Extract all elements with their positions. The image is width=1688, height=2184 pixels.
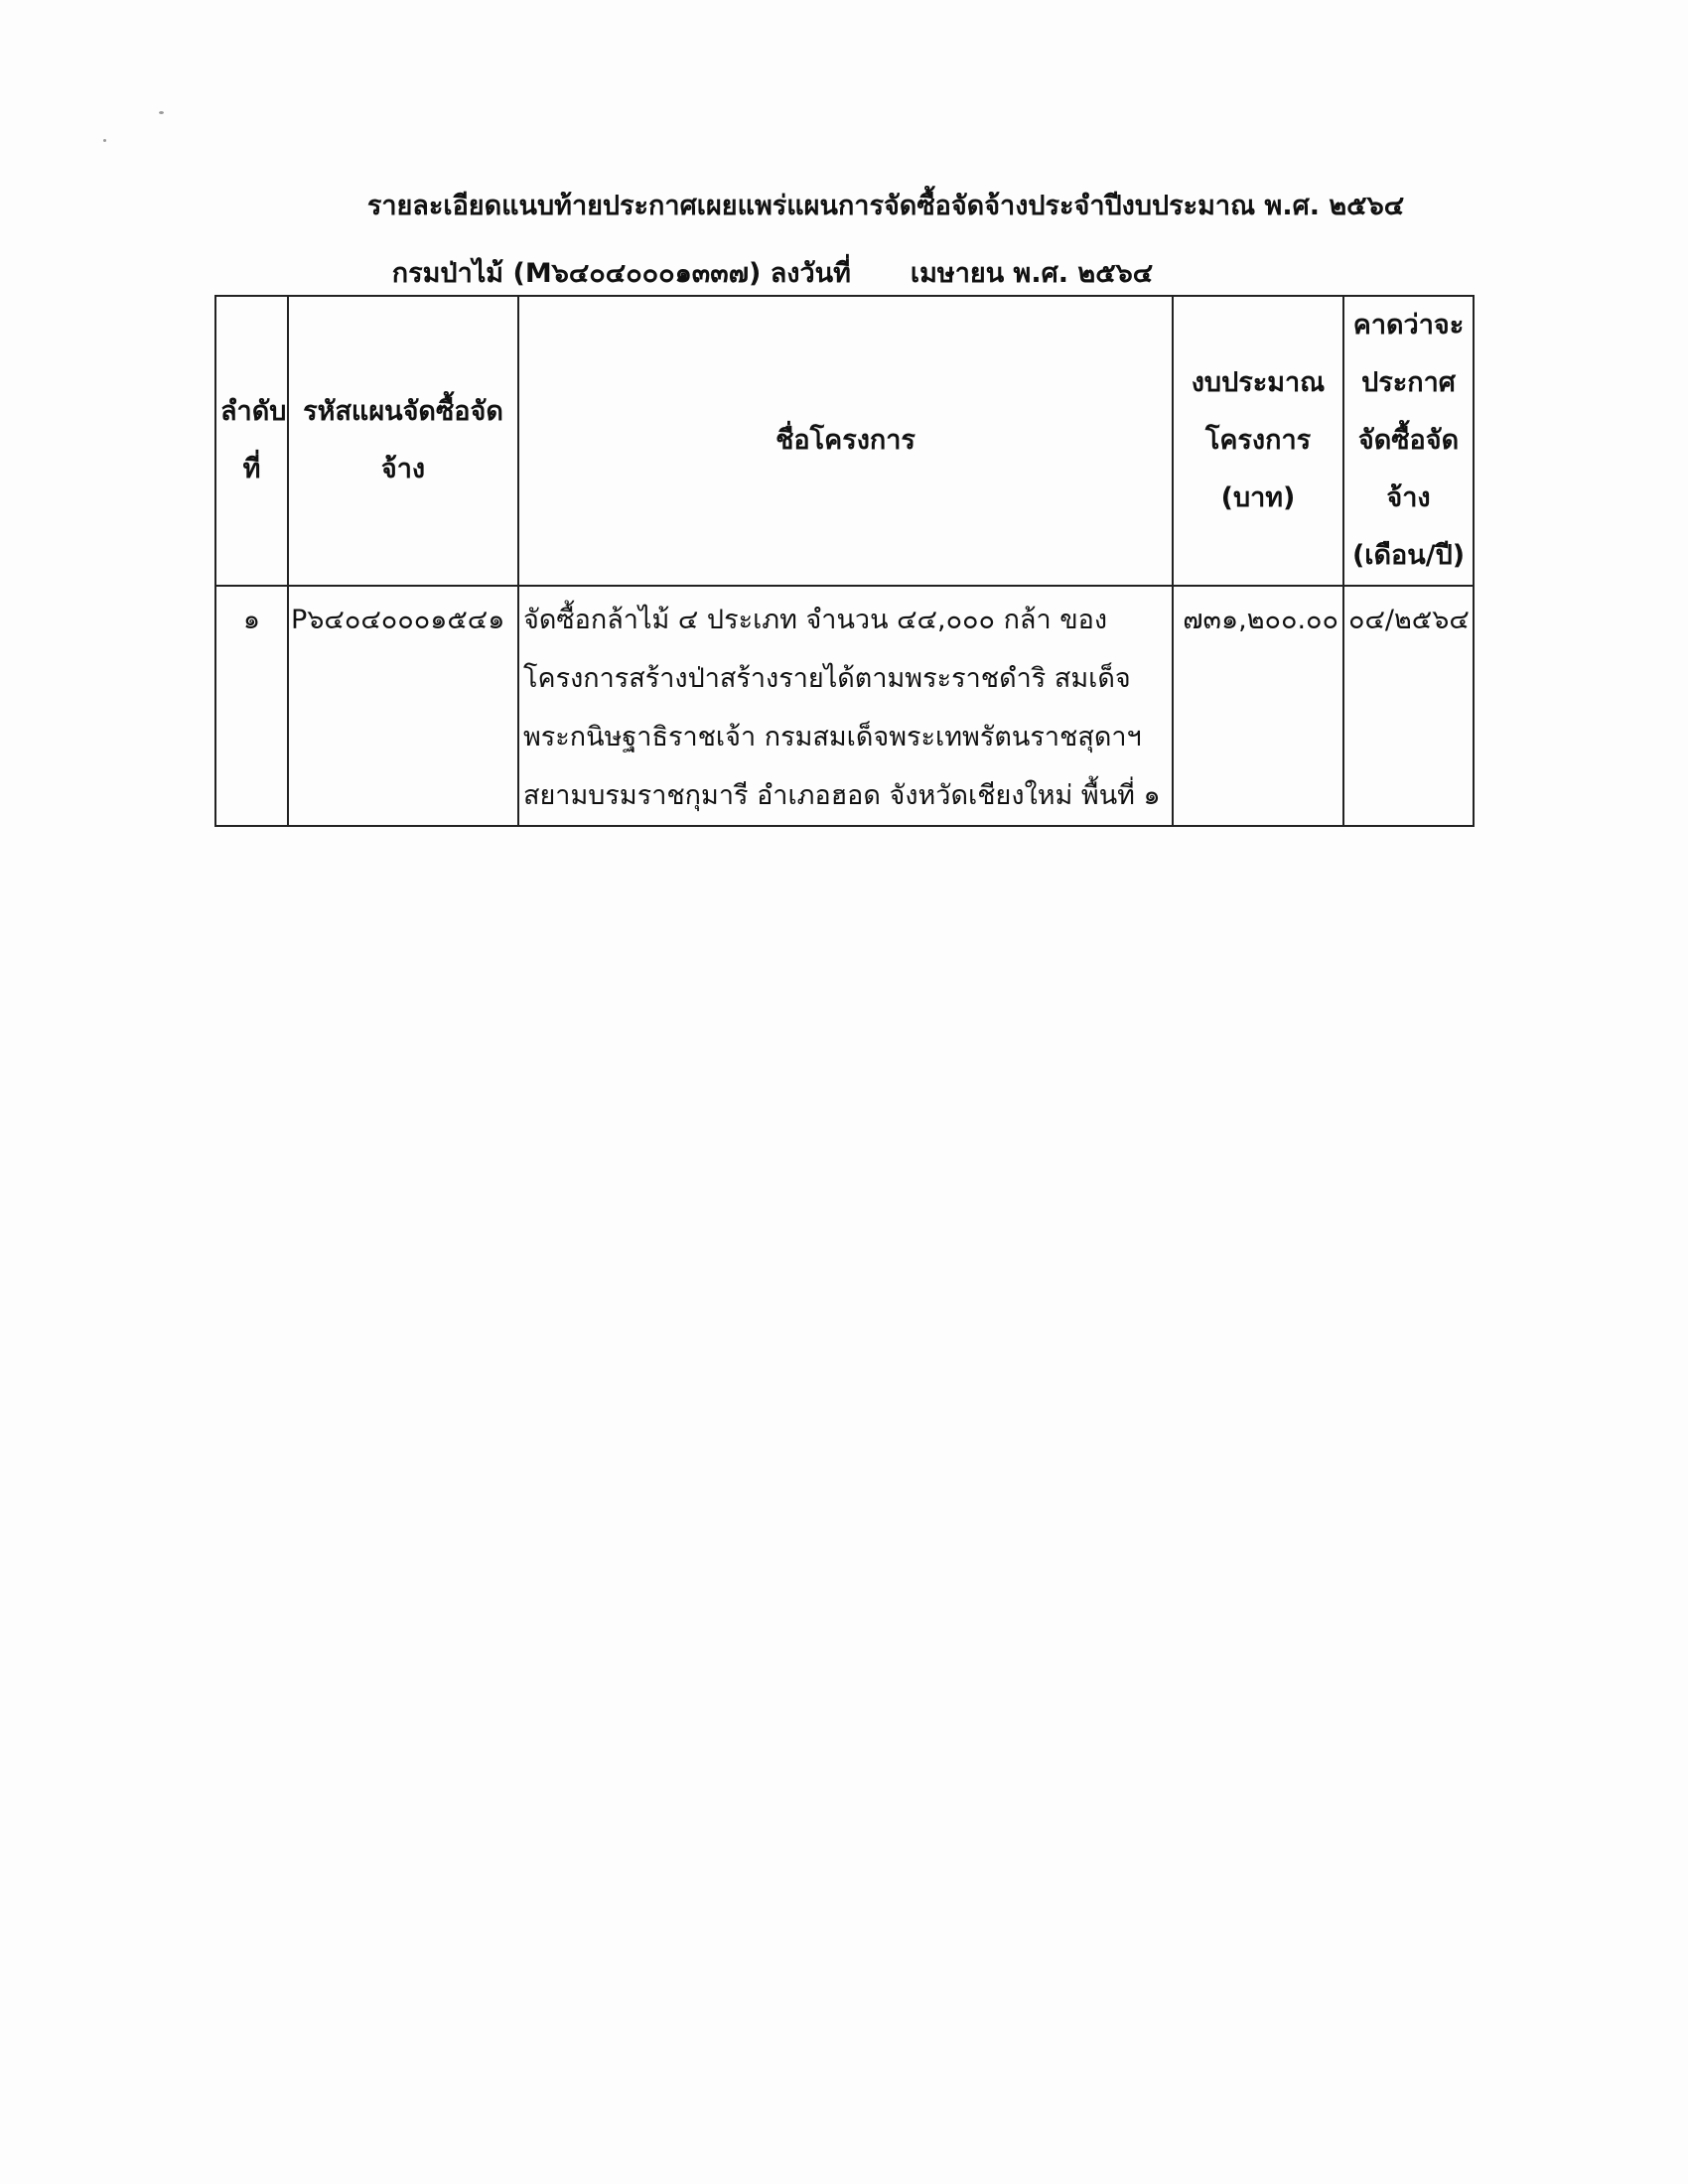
cell-no: ๑ bbox=[215, 586, 288, 826]
header-plan-code: รหัสแผนจัดซื้อจัดจ้าง bbox=[288, 296, 518, 586]
subtitle-month-year: เมษายน พ.ศ. ๒๕๖๔ bbox=[910, 258, 1154, 289]
header-no: ลำดับที่ bbox=[215, 296, 288, 586]
header-announce-month: คาดว่าจะประกาศจัดซื้อจัดจ้าง (เดือน/ปี) bbox=[1343, 296, 1474, 586]
scan-speck bbox=[103, 139, 106, 142]
table-header-row bbox=[215, 296, 1474, 586]
document-subtitle bbox=[0, 254, 1617, 294]
cell-announce-month: ๐๔/๒๕๖๔ bbox=[1343, 586, 1474, 826]
document-title: รายละเอียดแนบท้ายประกาศเผยแพร่แผนการจัดซื้อจัดจ้างประจำปีงบประมาณ พ.ศ. ๒๕๖๔ bbox=[366, 191, 1405, 221]
scan-speck bbox=[159, 111, 164, 114]
cell-project-name: จัดซื้อกล้าไม้ ๔ ประเภท จำนวน ๔๔,๐๐๐ กล้า ของโครงการสร้างป่าสร้างรายได้ตามพระราชดำริ สมเด็จพระกนิษฐาธิราชเจ้า กรมสมเด็จพระเทพรัตนราชสุดาฯ สยามบรมราชกุมารี อำเภอฮอด จังหวัดเชียงใหม่ พื้นที่ ๑ bbox=[518, 586, 1173, 826]
table-row bbox=[215, 586, 1474, 826]
header-project-name: ชื่อโครงการ bbox=[518, 296, 1173, 586]
header-budget: งบประมาณโครงการ (บาท) bbox=[1173, 296, 1343, 586]
subtitle-agency-date: กรมป่าไม้ (M๖๔๐๔๐๐๐๑๓๓๗) ลงวันที่ bbox=[391, 258, 851, 289]
cell-budget: ๗๓๑,๒๐๐.๐๐ bbox=[1173, 586, 1343, 826]
procurement-plan-table bbox=[214, 295, 1475, 827]
cell-plan-code: P๖๔๐๔๐๐๐๑๕๔๑ bbox=[288, 586, 518, 826]
